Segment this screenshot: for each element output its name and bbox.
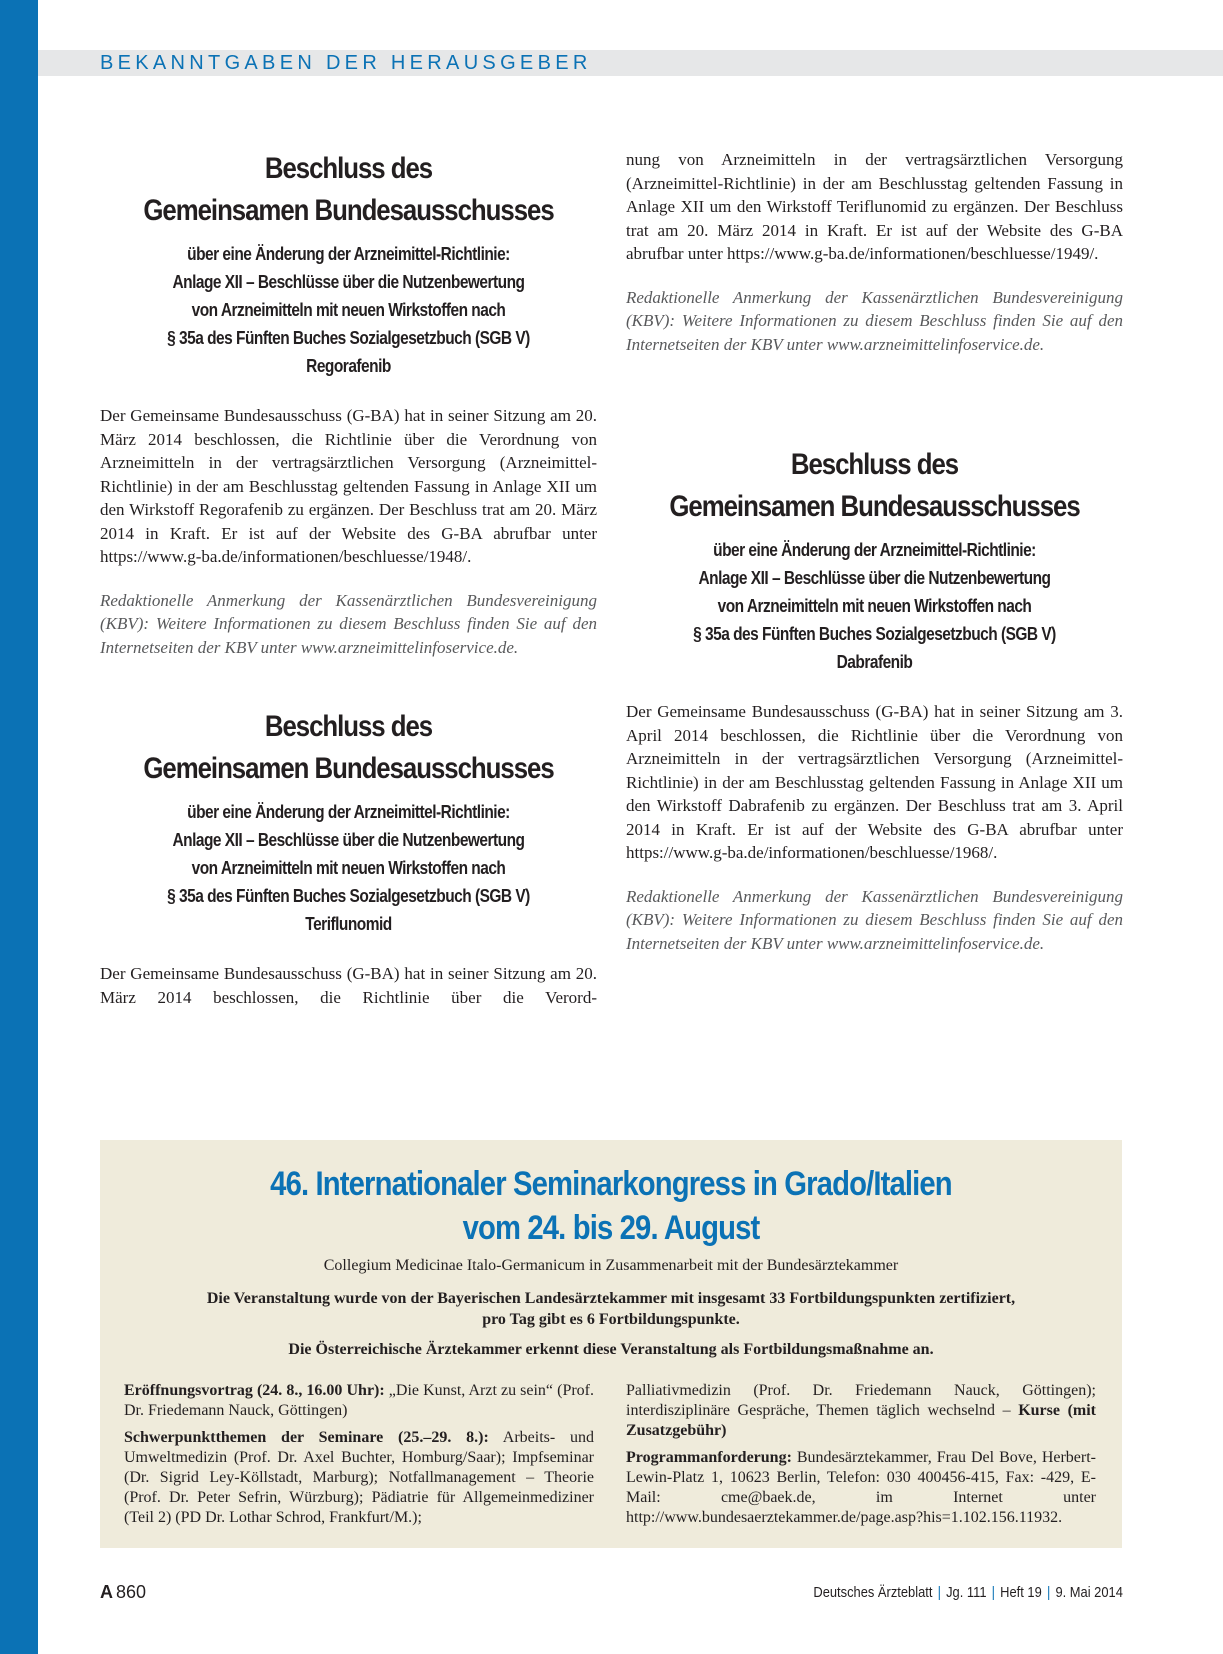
article-heading: Beschluss des Gemeinsamen Bundesausschusses bbox=[669, 448, 1080, 523]
article-teriflunomid bbox=[100, 706, 597, 1009]
substance-name: Teriflunomid bbox=[305, 914, 392, 934]
event-right-column bbox=[626, 1381, 1096, 1535]
article-body: Der Gemeinsame Bundesausschuss (G-BA) hat in seiner Sitzung am 20. März 2014 beschlossen, die Richtlinie über die Verord- bbox=[100, 964, 597, 1007]
journal-name: Deutsches Ärzteblatt bbox=[813, 1584, 933, 1601]
opening-lecture: Eröffnungsvortrag (24. 8., 16.00 Uhr): „Die Kunst, Arzt zu sein“ (Prof. Dr. Friedemann Nauck, Göttingen) bbox=[124, 1382, 594, 1419]
article-heading: Beschluss des Gemeinsamen Bundesausschusses bbox=[143, 152, 554, 227]
journal-info: Deutsches Ärzteblatt | Jg. 111 | Heft 19 | 9. Mai 2014 bbox=[813, 1584, 1123, 1601]
austria-recognition: Die Österreichische Ärztekammer erkennt diese Veranstaltung als Fortbildungsmaßnahme an. bbox=[288, 1341, 934, 1358]
left-accent-bar bbox=[0, 0, 38, 1654]
article-subheading: über eine Änderung der Arzneimittel-Richtlinie: Anlage XII – Beschlüsse über die Nutzenbewertung von Arzneimitteln mit neuen Wirkstoffen nach § 35a des Fünften Buches Sozialgesetzbuch (SGB V) Teriflunomid bbox=[135, 798, 562, 938]
certification-text: Die Veranstaltung wurde von der Bayerischen Landesärztekammer mit insgesamt 33 Fortbildungspunkten zertifiziert, pro Tag gibt es 6 Fortbildungspunkte. bbox=[206, 1290, 1016, 1328]
event-subtitle: Collegium Medicinae Italo-Germanicum in Zusammenarbeit mit der Bundesärztekammer bbox=[323, 1257, 899, 1274]
article-heading: Beschluss des Gemeinsamen Bundesausschusses bbox=[143, 710, 554, 785]
article-subheading: über eine Änderung der Arzneimittel-Richtlinie: Anlage XII – Beschlüsse über die Nutzenbewertung von Arzneimitteln mit neuen Wirkstoffen nach § 35a des Fünften Buches Sozialgesetzbuch (SGB V) Regorafenib bbox=[135, 240, 562, 380]
seminar-topics-continued: Palliativmedizin (Prof. Dr. Friedemann Nauck, Göttingen); interdisziplinäre Gespräche, Themen täglich wechselnd – Kurse (mit Zusatzgebühr) bbox=[626, 1382, 1096, 1439]
program-request: Programmanforderung: Bundesärztekammer, Frau Del Bove, Herbert-Lewin-Platz 1, 10623 Berlin, Telefon: 030 400456-415, Fax: -429, E-Mail: cme@baek.de, im Internet unter http://www.bundesaerztekammer.de/page.asp?his=1.102.156.11932. bbox=[626, 1449, 1096, 1526]
article-regorafenib bbox=[100, 148, 597, 659]
article-body: Der Gemeinsame Bundesausschuss (G-BA) hat in seiner Sitzung am 3. April 2014 beschlossen, die Richtlinie über die Verordnung von Arzneimitteln in der vertragsärztlichen Versorgung (Arzneimittel-Richtlinie) in der am Beschlusstag geltenden Fassung in Anlage XII um den Wirkstoff Dabrafenib zu ergänzen. Der Beschluss trat am 3. April 2014 in Kraft. Er ist auf der Website des G-BA abrufbar unter https://www.g-ba.de/informationen/beschluesse/1968/. bbox=[626, 702, 1123, 862]
editorial-note: Redaktionelle Anmerkung der Kassenärztlichen Bundesvereinigung (KBV): Weitere Informationen zu diesem Beschluss finden Sie auf den Internetseiten der KBV unter www.arzneimittelinfoservice.de. bbox=[626, 886, 1123, 953]
event-title: 46. Internationaler Seminarkongress in Grado/Italien vom 24. bis 29. August bbox=[270, 1165, 952, 1247]
article-dabrafenib bbox=[626, 444, 1123, 955]
article-body-continued: nung von Arzneimitteln in der vertragsärztlichen Versorgung (Arzneimittel-Richtlinie) in der am Beschlusstag geltenden Fassung in Anlage XII um den Wirkstoff Teriflunomid zu ergänzen. Der Beschluss trat am 20. März 2014 in Kraft. Er ist auf der Website des G-BA abrufbar unter https://www.g-ba.de/informationen/beschluesse/1949/. bbox=[626, 150, 1123, 263]
page-number: A 860 bbox=[100, 1582, 147, 1602]
volume: Jg. 111 bbox=[946, 1584, 987, 1601]
seminar-topics: Schwerpunktthemen der Seminare (25.–29. 8.): Arbeits- und Umweltmedizin (Prof. Dr. Axel Buchter, Homburg/Saar); Impfseminar (Dr. Sigrid Ley-Köllstadt, Marburg); Notfallmanagement – Theorie (Prof. Dr. Peter Sefrin, Würzburg); Pädiatrie für Allgemeinmediziner (Teil 2) (PD Dr. Lothar Schrod, Frankfurt/M.); bbox=[124, 1429, 594, 1526]
section-header: BEKANNTGABEN DER HERAUSGEBER bbox=[100, 52, 592, 74]
editorial-note: Redaktionelle Anmerkung der Kassenärztlichen Bundesvereinigung (KBV): Weitere Informationen zu diesem Beschluss finden Sie auf den Internetseiten der KBV unter www.arzneimittelinfoservice.de. bbox=[626, 287, 1123, 354]
issue: Heft 19 bbox=[1000, 1584, 1042, 1601]
issue-date: 9. Mai 2014 bbox=[1055, 1584, 1123, 1601]
right-column bbox=[626, 148, 1123, 955]
left-column bbox=[100, 148, 597, 1009]
article-body: Der Gemeinsame Bundesausschuss (G-BA) hat in seiner Sitzung am 20. März 2014 beschlossen, die Richtlinie über die Verordnung von Arzneimitteln in der vertragsärztlichen Versorgung (Arzneimittel-Richtlinie) in der am Beschlusstag geltenden Fassung in Anlage XII um den Wirkstoff Regorafenib zu ergänzen. Der Beschluss trat am 20. März 2014 in Kraft. Er ist auf der Website des G-BA abrufbar unter https://www.g-ba.de/informationen/beschluesse/1948/. bbox=[100, 406, 597, 566]
editorial-note: Redaktionelle Anmerkung der Kassenärztlichen Bundesvereinigung (KBV): Weitere Informationen zu diesem Beschluss finden Sie auf den Internetseiten der KBV unter www.arzneimittelinfoservice.de. bbox=[100, 590, 597, 657]
substance-name: Regorafenib bbox=[306, 356, 391, 376]
substance-name: Dabrafenib bbox=[836, 652, 913, 672]
event-box bbox=[100, 1140, 1122, 1548]
event-left-column bbox=[124, 1381, 594, 1535]
article-subheading: über eine Änderung der Arzneimittel-Richtlinie: Anlage XII – Beschlüsse über die Nutzenbewertung von Arzneimitteln mit neuen Wirkstoffen nach § 35a des Fünften Buches Sozialgesetzbuch (SGB V) Dabrafenib bbox=[661, 536, 1088, 676]
